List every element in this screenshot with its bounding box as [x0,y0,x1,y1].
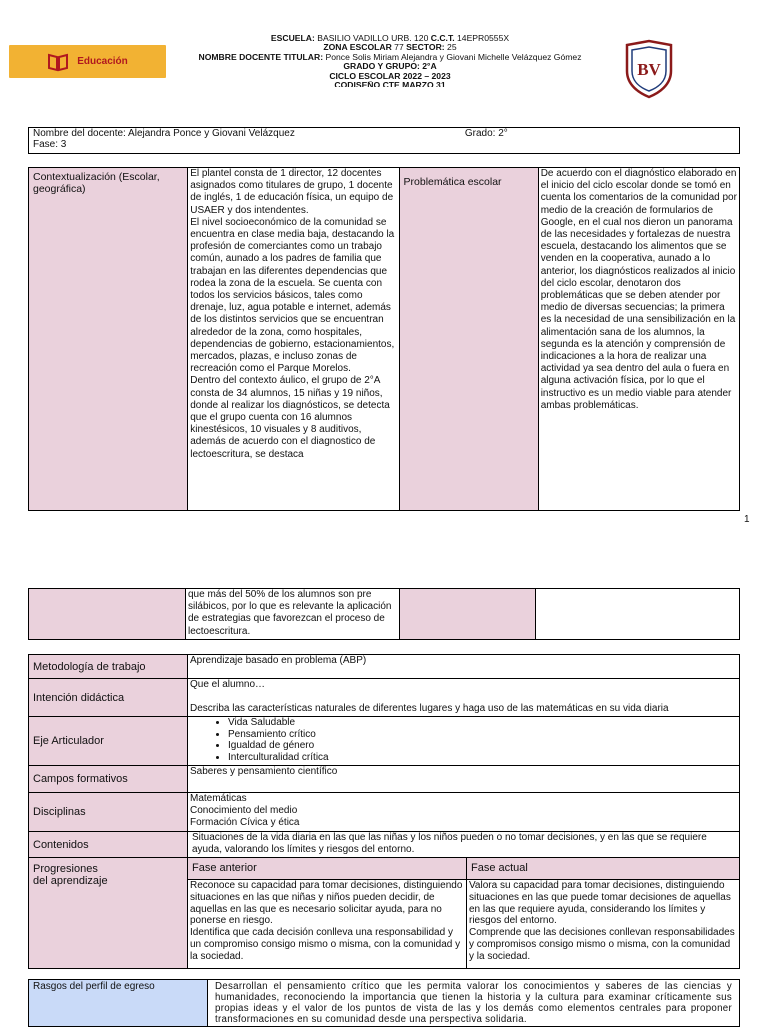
document-header [170,34,610,87]
rasgos-label: Rasgos del perfil de egreso [29,980,208,1027]
disciplinas-label: Disciplinas [29,793,188,832]
fase-anterior-text: Reconoce su capacidad para tomar decisiones, distinguiendo situaciones en las que niñas y niños pueden decidir, de aquellas en las que es necesario solicitar ayuda, para no ponerse en riesgo. Identifica que cada decisión conlleva una responsabilidad y un compromiso consigo mismo o misma, con la comunidad y la sociedad. [188,880,467,969]
contenidos-value: Situaciones de la vida diaria en las que las niñas y los niños pueden o no tomar decisiones, y en las que se requiere ayuda, valorando los límites y riesgos del entorno. [188,832,740,858]
intencion-line-2: Describa las características naturales de diferentes lugares y haga uso de las matemáticas en su vida diaria [190,703,669,714]
ciclo-escolar-line: CICLO ESCOLAR 2022 – 2023 [329,70,451,81]
problematica-text: De acuerdo con el diagnóstico elaborado en el inicio del ciclo escolar donde se tomó en cuenta los comentarios de la comunidad por medio de la creación de formularios de Google, en el cual nos dieron un panorama de las necesidades y fortalezas de nuestra escuela, destacando los alimentos que se venden en la cooperativa, aunado a lo anterior, los diagnósticos realizados al inicio del ciclo escolar, denotaron dos problemáticas que se deben atender por medio de diversas secuencias; la primera es la necesidad de una sensibilización en la alimentación sana de los alumnos, la segunda es la atención y comprensión de indicaciones a la hora de realizar una actividad ya sea dentro del aula o fuera en alguna activación física, por lo que el instructivo es un medio viable para atender ambas problemáticas. [538,168,739,511]
plan-table [28,654,740,969]
eje-list-cell [188,717,740,766]
intencion-line-1: Que el alumno… [190,679,266,690]
intencion-value [188,679,740,717]
continuation-label-cell [29,589,186,640]
page-number: 1 [744,514,750,525]
eje-item: • Interculturalidad crítica [228,752,737,764]
docente-titular-line: NOMBRE DOCENTE TITULAR: Ponce Solis Miriam Alejandra y Giovani Michelle Velázquez Gómez [198,51,582,62]
fase-actual-label: Fase actual [467,858,740,880]
campos-value: Saberes y pensamiento científico [188,766,740,793]
eje-item: • Pensamiento crítico [228,729,737,741]
rasgos-table [28,979,740,1027]
docente-grado: Grado: 2° [464,128,508,139]
docente-info-cell [29,128,740,154]
grado-grupo-line: GRADO Y GRUPO: 2°A [343,61,437,72]
eje-label: Eje Articulador [29,717,188,766]
contenidos-label: Contenidos [29,832,188,858]
campos-label: Campos formativos [29,766,188,793]
fase-anterior-label: Fase anterior [188,858,467,880]
eje-list [190,717,737,763]
svg-text:BV: BV [637,60,661,79]
docente-nombre: Nombre del docente: Alejandra Ponce y Giovani Velázquez [33,128,295,139]
logo-text: Educación [77,56,128,67]
eje-item: • Vida Saludable [228,717,737,729]
context-table-continuation [28,588,740,640]
disciplinas-value [188,793,740,832]
progresiones-label: Progresiones del aprendizaje [29,858,188,969]
contexto-text: El plantel consta de 1 director, 12 docentes asignados como titulares de grupo, 1 docente de inglés, 1 de educación física, un equipo de USAER y dos intendentes. El nivel socioeconómico de la comunidad se encuentra en clase media baja, destacando la profesión de comerciantes como un trabajo común, aunado a los padres de familia que trabajan en las diferentes dependencias que rodea la zona de la escuela. Se cuenta con todos los servicios básicos, tales como drenaje, luz, agua potable e internet, además de los distintos servicios que se encuentran alrededor de la zona, como hospitales, dependencias de gobierno, estacionamientos, mercados, plazas, e incluso zonas de recreación como el Parque Morelos. Dentro del contexto áulico, el grupo de 2°A consta de 34 alumnos, 15 niñas y 19 niños, donde al realizar los diagnósticos, se detecta que el grupo cuenta con 16 alumnos kinestésicos, 10 visuales y 8 auditivos, además de acuerdo con el diagnostico de lectoescritura, se destaca [188,168,399,511]
docente-info-table [28,127,740,154]
school-crest-icon [623,39,675,99]
continuation-pink-cell [399,589,536,640]
codiseno-line: CODISEÑO CTE MARZO 31 [334,81,446,88]
metodologia-value: Aprendizaje basado en problema (ABP) [188,655,740,679]
escuela-line: ESCUELA: BASILIO VADILLO URB. 120 C.C.T. 14EPR0555X [270,33,510,43]
eje-item: • Igualdad de género [228,740,737,752]
problematica-label: Problemática escolar [399,168,538,511]
disciplina-item: Matemáticas [190,793,247,804]
educacion-logo [9,45,166,78]
metodologia-label: Metodología de trabajo [29,655,188,679]
fase-actual-text: Valora su capacidad para tomar decisiones, distinguiendo situaciones en las que puede tomar decisiones de aquellas en las que requiere ayuda, considerando los límites y riesgos del entorno. Comprende que las decisiones conllevan responsabilidades y compromisos consigo mismo o misma, con la comunidad y la sociedad. [467,880,740,969]
continuation-empty-cell [536,589,740,640]
intencion-label: Intención didáctica [29,679,188,717]
zona-line: ZONA ESCOLAR 77 SECTOR: 25 [323,42,457,53]
disciplina-item: Formación Cívica y ética [190,817,300,828]
continuation-text: que más del 50% de los alumnos son pre silábicos, por lo que es relevante la aplicación de estrategias que favorezcan el proceso de lectoescritura. [185,589,399,640]
docente-fase: Fase: 3 [33,139,67,150]
contexto-label: Contextualización (Escolar, geográfica) [29,168,188,511]
context-table [28,167,740,511]
rasgos-text: Desarrollan el pensamiento crítico que les permita valorar los conocimientos y saberes de las ciencias y humanidades, reconociendo la importancia que tienen la historia y la cultura para examinar críticamente sus propias ideas y el valor de los puntos de vista de las y los demás como elementos centrales para proponer transformaciones en su comunidad desde una perspectiva solidaria. [215,981,732,1025]
rasgos-cell [208,980,740,1027]
disciplina-item: Conocimiento del medio [190,805,298,816]
book-icon [47,52,69,72]
